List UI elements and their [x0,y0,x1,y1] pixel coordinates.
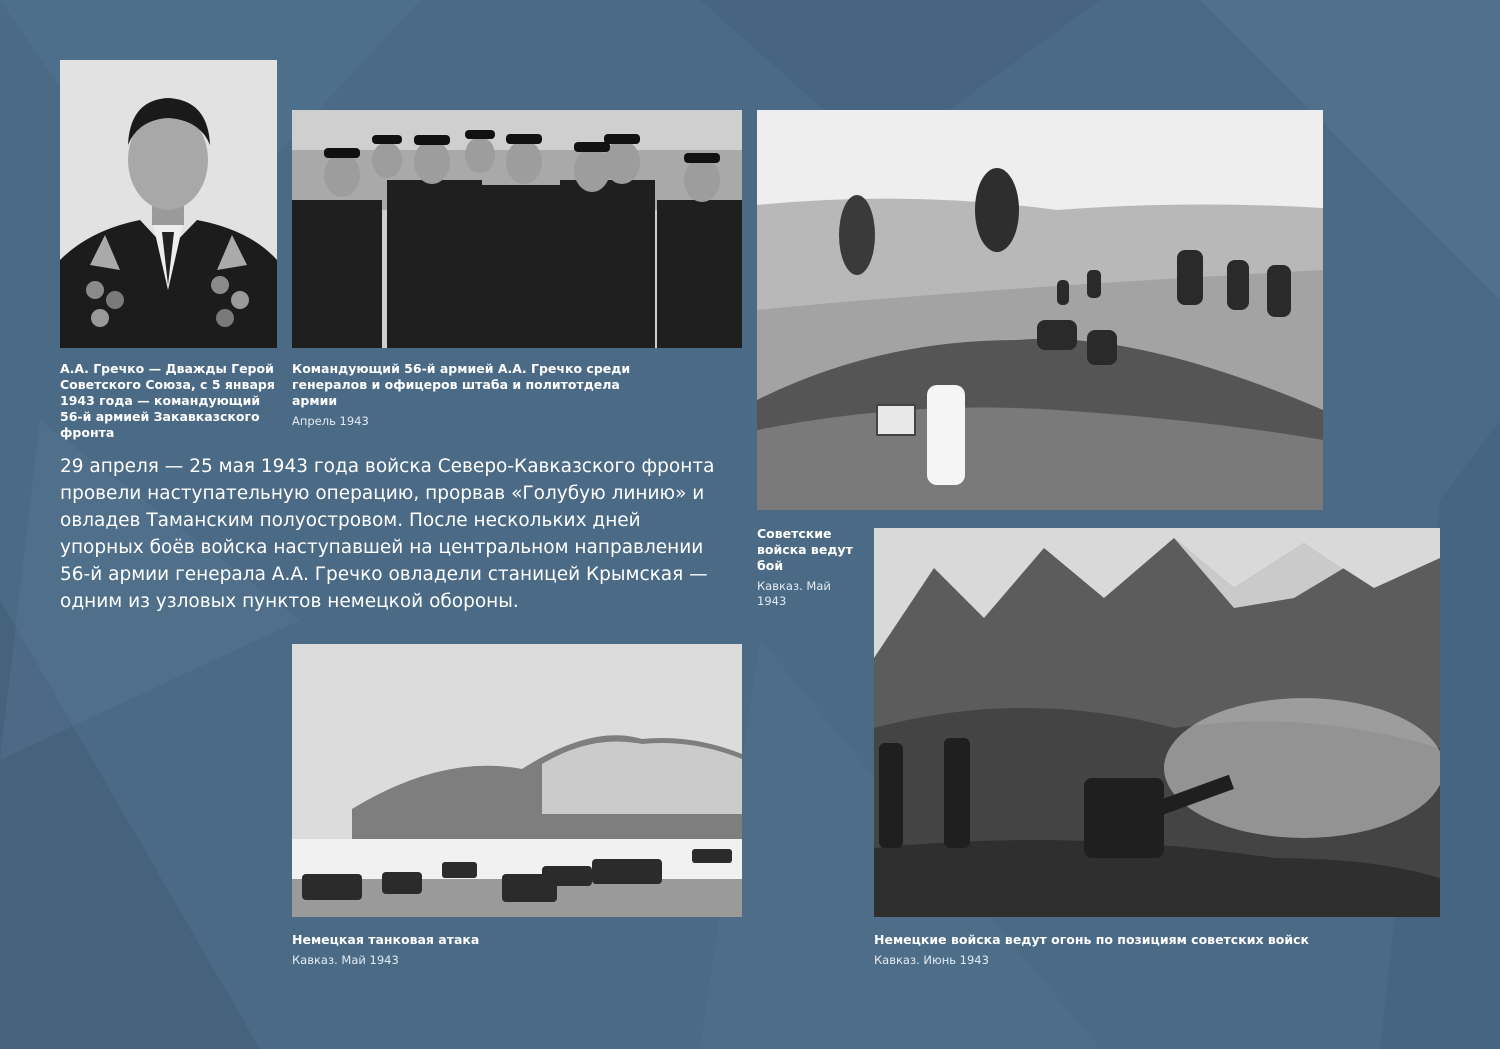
generals-photo [292,110,742,348]
tanks-photo [292,644,742,917]
mountains-photo [874,528,1440,917]
portrait-photo [60,60,277,348]
battle-caption-title: Советские войска ведут бой [757,526,853,573]
battle-caption [757,526,857,609]
tanks-caption-title: Немецкая танковая атака [292,932,480,947]
main-paragraph: 29 апреля — 25 мая 1943 года войска Северо-Кавказского фронта провели наступательную операцию, прорвав «Голубую линию» и овладев Таманским полуостровом. После нескольких дней упорных боёв войска наступавшей на центральном направлении 56-й армии генерала А.А. Гречко овладели станицей Крымская — одним из узловых пунктов немецкой обороны. [60,456,715,612]
portrait-caption [60,361,275,441]
mountains-caption [874,932,1440,968]
mountains-caption-title: Немецкие войска ведут огонь по позициям советских войск [874,932,1310,947]
generals-caption [292,361,632,429]
battle-photo [757,110,1323,510]
tanks-caption [292,932,732,968]
generals-caption-date: Апрель 1943 [292,414,369,428]
battle-caption-date: Кавказ. Май 1943 [757,579,831,608]
tanks-caption-date: Кавказ. Май 1943 [292,953,399,967]
generals-caption-title: Командующий 56-й армией А.А. Гречко среди генералов и офицеров штаба и политотдела армии [292,361,631,408]
mountains-caption-date: Кавказ. Июнь 1943 [874,953,989,967]
portrait-caption-title: А.А. Гречко — Дважды Герой Советского Союза, с 5 января 1943 года — командующий 56-й армией Закавказского фронта [60,361,275,440]
